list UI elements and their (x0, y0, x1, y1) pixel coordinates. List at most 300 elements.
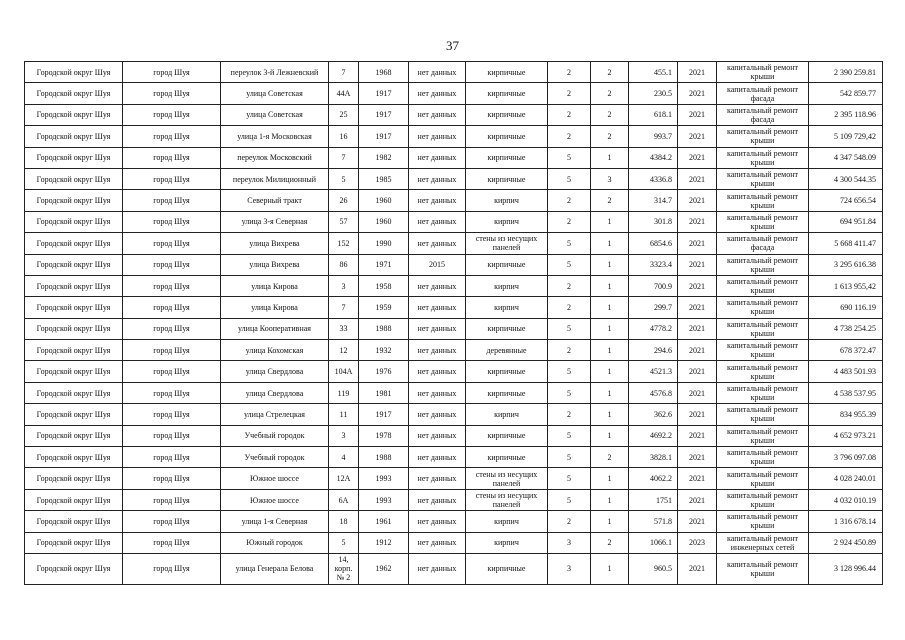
cell-cost: 2 390 259.81 (809, 62, 883, 83)
cell-house-number: 26 (329, 190, 359, 211)
cell-floors: 5 (548, 147, 591, 168)
cell-street: переулок 3-й Лежневский (221, 62, 329, 83)
cell-street: улица 1-я Московская (221, 126, 329, 147)
cell-plan-year: 2021 (678, 340, 717, 361)
cell-wall-material: кирпичные (466, 382, 548, 403)
cell-house-number: 7 (329, 297, 359, 318)
cell-overhaul-year: нет данных (409, 489, 466, 510)
cell-street: Учебный городок (221, 425, 329, 446)
cell-wall-material: кирпичные (466, 425, 548, 446)
table-row (25, 211, 883, 232)
cell-municipality: Городской округ Шуя (25, 468, 123, 489)
cell-street: улица Свердлова (221, 382, 329, 403)
cell-street: улица 1-я Северная (221, 511, 329, 532)
cell-year-built: 1917 (359, 126, 409, 147)
cell-street: Южное шоссе (221, 468, 329, 489)
cell-settlement: город Шуя (123, 83, 221, 104)
cell-street: улица Советская (221, 83, 329, 104)
cell-wall-material: кирпич (466, 297, 548, 318)
cell-floors: 2 (548, 404, 591, 425)
cell-municipality: Городской округ Шуя (25, 404, 123, 425)
cell-cost: 1 613 955,42 (809, 275, 883, 296)
cell-wall-material: кирпичные (466, 62, 548, 83)
cell-wall-material: стены из несущих панелей (466, 468, 548, 489)
cell-overhaul-year: нет данных (409, 532, 466, 553)
cell-wall-material: кирпичные (466, 361, 548, 382)
cell-municipality: Городской округ Шуя (25, 147, 123, 168)
table-row (25, 425, 883, 446)
cell-overhaul-year: нет данных (409, 190, 466, 211)
cell-work-type: капитальный ремонт крыши (717, 382, 809, 403)
table-row (25, 468, 883, 489)
cell-year-built: 1912 (359, 532, 409, 553)
cell-overhaul-year: нет данных (409, 404, 466, 425)
cell-work-type: капитальный ремонт фасада (717, 233, 809, 254)
cell-year-built: 1985 (359, 168, 409, 189)
table-row (25, 62, 883, 83)
cell-plan-year: 2021 (678, 382, 717, 403)
cell-area: 4576.8 (629, 382, 678, 403)
housing-repair-table (24, 61, 883, 585)
cell-year-built: 1917 (359, 404, 409, 425)
cell-work-type: капитальный ремонт крыши (717, 404, 809, 425)
cell-house-number: 57 (329, 211, 359, 232)
cell-street: улица Кирова (221, 275, 329, 296)
cell-plan-year: 2021 (678, 83, 717, 104)
cell-house-number: 5 (329, 532, 359, 553)
cell-street: Учебный городок (221, 447, 329, 468)
cell-street: Северный тракт (221, 190, 329, 211)
cell-street: Южный городок (221, 532, 329, 553)
cell-cost: 4 483 501.93 (809, 361, 883, 382)
cell-wall-material: кирпичные (466, 553, 548, 584)
cell-overhaul-year: нет данных (409, 297, 466, 318)
cell-area: 4521.3 (629, 361, 678, 382)
cell-floors: 5 (548, 447, 591, 468)
cell-area: 230.5 (629, 83, 678, 104)
cell-plan-year: 2021 (678, 553, 717, 584)
cell-wall-material: кирпичные (466, 126, 548, 147)
cell-overhaul-year: нет данных (409, 62, 466, 83)
cell-house-number: 18 (329, 511, 359, 532)
cell-house-number: 14, корп. № 2 (329, 553, 359, 584)
cell-house-number: 152 (329, 233, 359, 254)
cell-cost: 5 109 729,42 (809, 126, 883, 147)
cell-year-built: 1993 (359, 489, 409, 510)
cell-settlement: город Шуя (123, 275, 221, 296)
cell-plan-year: 2021 (678, 511, 717, 532)
cell-settlement: город Шуя (123, 254, 221, 275)
cell-cost: 2 924 450.89 (809, 532, 883, 553)
cell-work-type: капитальный ремонт крыши (717, 62, 809, 83)
cell-year-built: 1988 (359, 318, 409, 339)
cell-entrances: 1 (591, 233, 629, 254)
cell-area: 618.1 (629, 104, 678, 125)
cell-street: улица 3-я Северная (221, 211, 329, 232)
table-row (25, 297, 883, 318)
cell-house-number: 44А (329, 83, 359, 104)
cell-municipality: Городской округ Шуя (25, 104, 123, 125)
cell-year-built: 1917 (359, 83, 409, 104)
cell-street: переулок Московский (221, 147, 329, 168)
cell-municipality: Городской округ Шуя (25, 190, 123, 211)
cell-settlement: город Шуя (123, 190, 221, 211)
cell-wall-material: стены из несущих панелей (466, 489, 548, 510)
cell-floors: 2 (548, 190, 591, 211)
cell-cost: 4 032 010.19 (809, 489, 883, 510)
cell-entrances: 2 (591, 62, 629, 83)
table-row (25, 447, 883, 468)
cell-area: 700.9 (629, 275, 678, 296)
cell-overhaul-year: нет данных (409, 83, 466, 104)
table-row (25, 511, 883, 532)
cell-work-type: капитальный ремонт инженерных сетей (717, 532, 809, 553)
cell-floors: 5 (548, 361, 591, 382)
cell-settlement: город Шуя (123, 297, 221, 318)
cell-wall-material: кирпичные (466, 318, 548, 339)
cell-overhaul-year: нет данных (409, 104, 466, 125)
cell-wall-material: кирпичные (466, 447, 548, 468)
cell-plan-year: 2021 (678, 126, 717, 147)
cell-overhaul-year: нет данных (409, 425, 466, 446)
cell-entrances: 1 (591, 553, 629, 584)
cell-wall-material: деревянные (466, 340, 548, 361)
cell-year-built: 1958 (359, 275, 409, 296)
cell-floors: 2 (548, 83, 591, 104)
table-row (25, 553, 883, 584)
cell-overhaul-year: нет данных (409, 361, 466, 382)
cell-year-built: 1917 (359, 104, 409, 125)
table-row (25, 532, 883, 553)
cell-cost: 2 395 118.96 (809, 104, 883, 125)
cell-area: 4062.2 (629, 468, 678, 489)
cell-settlement: город Шуя (123, 340, 221, 361)
cell-floors: 5 (548, 425, 591, 446)
cell-wall-material: кирпичные (466, 147, 548, 168)
cell-house-number: 3 (329, 275, 359, 296)
cell-house-number: 86 (329, 254, 359, 275)
cell-overhaul-year: нет данных (409, 468, 466, 489)
cell-cost: 4 300 544.35 (809, 168, 883, 189)
cell-street: улица Стрелецкая (221, 404, 329, 425)
cell-settlement: город Шуя (123, 62, 221, 83)
cell-area: 294.6 (629, 340, 678, 361)
cell-cost: 4 652 973.21 (809, 425, 883, 446)
cell-work-type: капитальный ремонт крыши (717, 318, 809, 339)
cell-overhaul-year: нет данных (409, 233, 466, 254)
cell-street: улица Вихрева (221, 254, 329, 275)
cell-area: 1751 (629, 489, 678, 510)
cell-plan-year: 2021 (678, 147, 717, 168)
cell-entrances: 2 (591, 532, 629, 553)
cell-house-number: 12 (329, 340, 359, 361)
cell-area: 314.7 (629, 190, 678, 211)
cell-street: переулок Милиционный (221, 168, 329, 189)
cell-plan-year: 2021 (678, 361, 717, 382)
cell-area: 4692.2 (629, 425, 678, 446)
cell-year-built: 1982 (359, 147, 409, 168)
cell-floors: 2 (548, 126, 591, 147)
cell-area: 3323.4 (629, 254, 678, 275)
table-row (25, 275, 883, 296)
cell-work-type: капитальный ремонт крыши (717, 447, 809, 468)
table-row (25, 382, 883, 403)
cell-street: улица Кохомская (221, 340, 329, 361)
cell-settlement: город Шуя (123, 468, 221, 489)
cell-area: 571.8 (629, 511, 678, 532)
cell-year-built: 1968 (359, 62, 409, 83)
cell-settlement: город Шуя (123, 532, 221, 553)
cell-settlement: город Шуя (123, 489, 221, 510)
cell-cost: 3 295 616.38 (809, 254, 883, 275)
cell-work-type: капитальный ремонт крыши (717, 340, 809, 361)
cell-wall-material: кирпич (466, 275, 548, 296)
cell-house-number: 11 (329, 404, 359, 425)
cell-wall-material: кирпичные (466, 83, 548, 104)
cell-settlement: город Шуя (123, 382, 221, 403)
cell-overhaul-year: 2015 (409, 254, 466, 275)
cell-street: улица Советская (221, 104, 329, 125)
table-row (25, 254, 883, 275)
table-row (25, 190, 883, 211)
cell-municipality: Городской округ Шуя (25, 168, 123, 189)
cell-wall-material: кирпич (466, 211, 548, 232)
cell-floors: 3 (548, 553, 591, 584)
cell-year-built: 1971 (359, 254, 409, 275)
cell-entrances: 1 (591, 297, 629, 318)
table-row (25, 83, 883, 104)
cell-entrances: 1 (591, 468, 629, 489)
cell-entrances: 1 (591, 382, 629, 403)
cell-entrances: 2 (591, 83, 629, 104)
cell-year-built: 1960 (359, 211, 409, 232)
cell-settlement: город Шуя (123, 318, 221, 339)
cell-cost: 834 955.39 (809, 404, 883, 425)
cell-work-type: капитальный ремонт крыши (717, 297, 809, 318)
cell-floors: 5 (548, 254, 591, 275)
cell-work-type: капитальный ремонт фасада (717, 104, 809, 125)
cell-overhaul-year: нет данных (409, 318, 466, 339)
cell-entrances: 1 (591, 147, 629, 168)
cell-cost: 4 538 537.95 (809, 382, 883, 403)
cell-entrances: 1 (591, 511, 629, 532)
cell-cost: 542 859.77 (809, 83, 883, 104)
cell-work-type: капитальный ремонт крыши (717, 361, 809, 382)
table-row (25, 104, 883, 125)
cell-municipality: Городской округ Шуя (25, 83, 123, 104)
cell-floors: 2 (548, 340, 591, 361)
cell-municipality: Городской округ Шуя (25, 340, 123, 361)
cell-entrances: 1 (591, 211, 629, 232)
cell-work-type: капитальный ремонт крыши (717, 126, 809, 147)
cell-overhaul-year: нет данных (409, 211, 466, 232)
cell-plan-year: 2021 (678, 468, 717, 489)
cell-entrances: 1 (591, 489, 629, 510)
cell-work-type: капитальный ремонт крыши (717, 254, 809, 275)
cell-settlement: город Шуя (123, 553, 221, 584)
cell-plan-year: 2021 (678, 104, 717, 125)
cell-floors: 2 (548, 275, 591, 296)
cell-settlement: город Шуя (123, 361, 221, 382)
cell-overhaul-year: нет данных (409, 447, 466, 468)
cell-settlement: город Шуя (123, 425, 221, 446)
cell-house-number: 7 (329, 62, 359, 83)
cell-floors: 5 (548, 489, 591, 510)
cell-entrances: 3 (591, 168, 629, 189)
table-row (25, 361, 883, 382)
cell-work-type: капитальный ремонт крыши (717, 275, 809, 296)
table-row (25, 126, 883, 147)
cell-cost: 4 738 254.25 (809, 318, 883, 339)
cell-area: 301.8 (629, 211, 678, 232)
cell-overhaul-year: нет данных (409, 553, 466, 584)
cell-entrances: 1 (591, 425, 629, 446)
cell-cost: 3 128 996.44 (809, 553, 883, 584)
cell-work-type: капитальный ремонт крыши (717, 211, 809, 232)
cell-cost: 3 796 097.08 (809, 447, 883, 468)
cell-cost: 4 347 548.09 (809, 147, 883, 168)
cell-area: 455.1 (629, 62, 678, 83)
cell-plan-year: 2021 (678, 447, 717, 468)
cell-overhaul-year: нет данных (409, 168, 466, 189)
cell-wall-material: кирпич (466, 511, 548, 532)
cell-house-number: 25 (329, 104, 359, 125)
cell-plan-year: 2023 (678, 532, 717, 553)
cell-floors: 5 (548, 318, 591, 339)
table-row (25, 168, 883, 189)
cell-wall-material: кирпичные (466, 168, 548, 189)
cell-settlement: город Шуя (123, 168, 221, 189)
cell-year-built: 1932 (359, 340, 409, 361)
table-row (25, 489, 883, 510)
cell-house-number: 119 (329, 382, 359, 403)
cell-municipality: Городской округ Шуя (25, 489, 123, 510)
cell-overhaul-year: нет данных (409, 126, 466, 147)
cell-settlement: город Шуя (123, 126, 221, 147)
cell-plan-year: 2021 (678, 233, 717, 254)
cell-year-built: 1988 (359, 447, 409, 468)
cell-work-type: капитальный ремонт фасада (717, 83, 809, 104)
cell-municipality: Городской округ Шуя (25, 275, 123, 296)
cell-year-built: 1961 (359, 511, 409, 532)
cell-municipality: Городской округ Шуя (25, 511, 123, 532)
cell-municipality: Городской округ Шуя (25, 382, 123, 403)
cell-municipality: Городской округ Шуя (25, 62, 123, 83)
cell-plan-year: 2021 (678, 489, 717, 510)
cell-municipality: Городской округ Шуя (25, 233, 123, 254)
cell-house-number: 16 (329, 126, 359, 147)
cell-street: улица Свердлова (221, 361, 329, 382)
cell-wall-material: кирпичные (466, 254, 548, 275)
cell-work-type: капитальный ремонт крыши (717, 168, 809, 189)
table-body (25, 62, 883, 585)
table-row (25, 233, 883, 254)
cell-wall-material: стены из несущих панелей (466, 233, 548, 254)
cell-plan-year: 2021 (678, 318, 717, 339)
cell-municipality: Городской округ Шуя (25, 126, 123, 147)
cell-entrances: 1 (591, 361, 629, 382)
cell-floors: 5 (548, 233, 591, 254)
cell-cost: 690 116.19 (809, 297, 883, 318)
cell-floors: 5 (548, 468, 591, 489)
cell-street: улица Генерала Белова (221, 553, 329, 584)
cell-municipality: Городской округ Шуя (25, 318, 123, 339)
cell-wall-material: кирпич (466, 404, 548, 425)
table-row (25, 318, 883, 339)
cell-entrances: 2 (591, 126, 629, 147)
cell-house-number: 6А (329, 489, 359, 510)
cell-municipality: Городской округ Шуя (25, 553, 123, 584)
cell-settlement: город Шуя (123, 404, 221, 425)
cell-cost: 5 668 411.47 (809, 233, 883, 254)
cell-work-type: капитальный ремонт крыши (717, 489, 809, 510)
cell-year-built: 1978 (359, 425, 409, 446)
cell-plan-year: 2021 (678, 404, 717, 425)
cell-settlement: город Шуя (123, 511, 221, 532)
cell-floors: 3 (548, 532, 591, 553)
cell-house-number: 3 (329, 425, 359, 446)
cell-overhaul-year: нет данных (409, 275, 466, 296)
cell-settlement: город Шуя (123, 233, 221, 254)
cell-floors: 2 (548, 62, 591, 83)
cell-house-number: 104А (329, 361, 359, 382)
cell-year-built: 1962 (359, 553, 409, 584)
cell-area: 4778.2 (629, 318, 678, 339)
cell-street: улица Кирова (221, 297, 329, 318)
cell-municipality: Городской округ Шуя (25, 361, 123, 382)
cell-entrances: 1 (591, 254, 629, 275)
cell-work-type: капитальный ремонт крыши (717, 147, 809, 168)
cell-year-built: 1976 (359, 361, 409, 382)
cell-area: 299.7 (629, 297, 678, 318)
cell-street: улица Кооперативная (221, 318, 329, 339)
cell-work-type: капитальный ремонт крыши (717, 511, 809, 532)
cell-house-number: 12А (329, 468, 359, 489)
cell-street: Южное шоссе (221, 489, 329, 510)
cell-floors: 2 (548, 297, 591, 318)
cell-plan-year: 2021 (678, 297, 717, 318)
cell-entrances: 1 (591, 275, 629, 296)
cell-year-built: 1981 (359, 382, 409, 403)
cell-municipality: Городской округ Шуя (25, 211, 123, 232)
cell-house-number: 33 (329, 318, 359, 339)
cell-entrances: 2 (591, 104, 629, 125)
table-row (25, 404, 883, 425)
table-row (25, 340, 883, 361)
cell-area: 6854.6 (629, 233, 678, 254)
cell-street: улица Вихрева (221, 233, 329, 254)
cell-overhaul-year: нет данных (409, 511, 466, 532)
page-number: 37 (446, 38, 459, 53)
table-row (25, 147, 883, 168)
cell-house-number: 5 (329, 168, 359, 189)
cell-year-built: 1990 (359, 233, 409, 254)
cell-floors: 2 (548, 104, 591, 125)
cell-settlement: город Шуя (123, 447, 221, 468)
cell-municipality: Городской округ Шуя (25, 297, 123, 318)
cell-area: 993.7 (629, 126, 678, 147)
cell-plan-year: 2021 (678, 168, 717, 189)
cell-entrances: 1 (591, 318, 629, 339)
cell-cost: 1 316 678.14 (809, 511, 883, 532)
cell-area: 362.6 (629, 404, 678, 425)
cell-plan-year: 2021 (678, 190, 717, 211)
cell-settlement: город Шуя (123, 211, 221, 232)
cell-area: 960.5 (629, 553, 678, 584)
cell-cost: 694 951.84 (809, 211, 883, 232)
cell-overhaul-year: нет данных (409, 340, 466, 361)
cell-work-type: капитальный ремонт крыши (717, 425, 809, 446)
